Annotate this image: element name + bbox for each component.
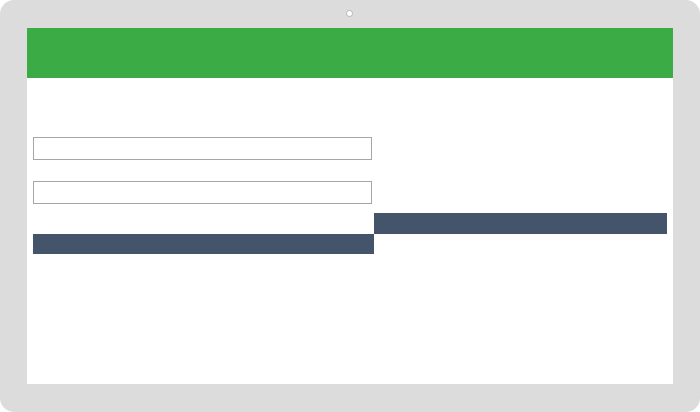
app-banner	[27, 28, 673, 78]
legend-swatch-grey	[521, 162, 541, 182]
table-header-row	[33, 234, 374, 254]
spreadsheet-screen	[27, 28, 673, 384]
legend-swatch-navy	[563, 162, 583, 182]
camera-dot	[346, 10, 353, 17]
month-header	[374, 213, 667, 234]
project-name-field[interactable]	[33, 137, 372, 160]
prepared-by-field[interactable]	[33, 181, 372, 204]
task-column-header	[33, 234, 374, 254]
